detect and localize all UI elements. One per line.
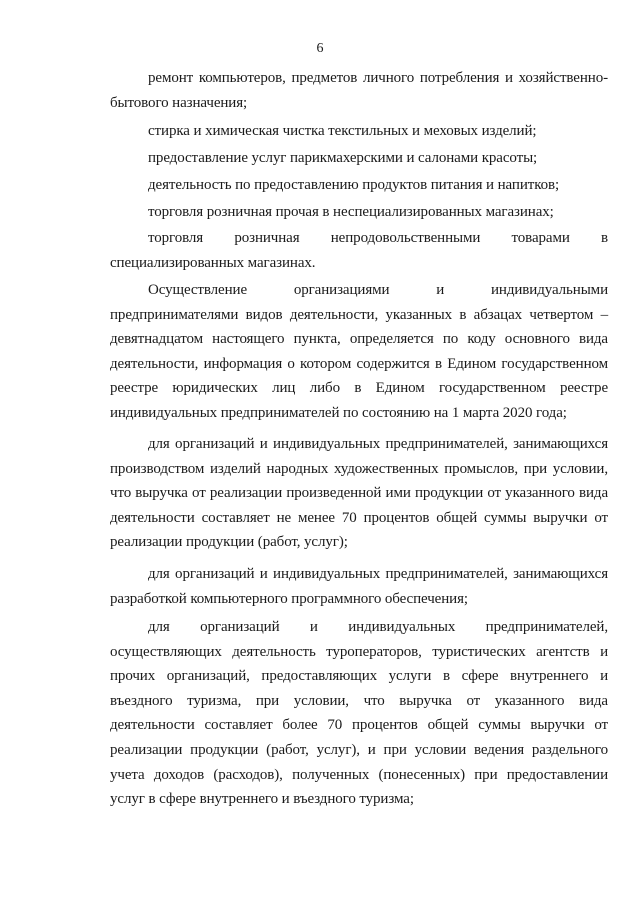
paragraph-tourism: для организаций и индивидуальных предпринимателей, осуществляющих деятельность туроператоров, туристических агентств и прочих организаций, предоставляющих услуги в сфере внутреннего и въездного туризма, при условии, что выручка от указанного вида деятельности составляет более 70 процентов общей суммы выручки от реализации продукции (работ, услуг), и при условии ведения раздельного учета доходов (расходов), полученных (понесенных) при предоставлении услуг в сфере внутреннего и въездного туризма; [110, 619, 608, 808]
paragraph-repair: ремонт компьютеров, предметов личного потребления и хозяйственно-бытового назначения; [110, 70, 608, 111]
paragraph-retail-other: торговля розничная прочая в неспециализированных магазинах; [148, 204, 554, 220]
paragraph-activity-code: Осуществление организациями и индивидуальными предпринимателями видов деятельности, указанных в абзацах четвертом – девятнадцатом настоящего пункта, определяется по коду основного вида деятельности, информация о котором содержится в Едином государственном реестре юридических лиц либо в Едином государственном реестре индивидуальных предпринимателей по состоянию на 1 марта 2020 года; [110, 282, 608, 421]
paragraph-retail-nonfood: торговля розничная непродовольственными товарами в специализированных магазинах. [110, 230, 608, 271]
paragraph-software: для организаций и индивидуальных предпринимателей, занимающихся разработкой компьютерного программного обеспечения; [110, 566, 608, 607]
paragraph-food-services: деятельность по предоставлению продуктов питания и напитков; [148, 177, 560, 193]
paragraph-folk-crafts: для организаций и индивидуальных предпринимателей, занимающихся производством изделий народных художественных промыслов, при условии, что выручка от реализации произведенной ими продукции от указанного вида деятельности составляет не менее 70 процентов общей суммы выручки от реализации продукции (работ, услуг); [110, 436, 608, 551]
page-number: 6 [316, 41, 324, 56]
paragraph-hairdressers: предоставление услуг парикмахерскими и салонами красоты; [148, 150, 538, 166]
paragraph-laundry: стирка и химическая чистка текстильных и меховых изделий; [148, 123, 537, 139]
